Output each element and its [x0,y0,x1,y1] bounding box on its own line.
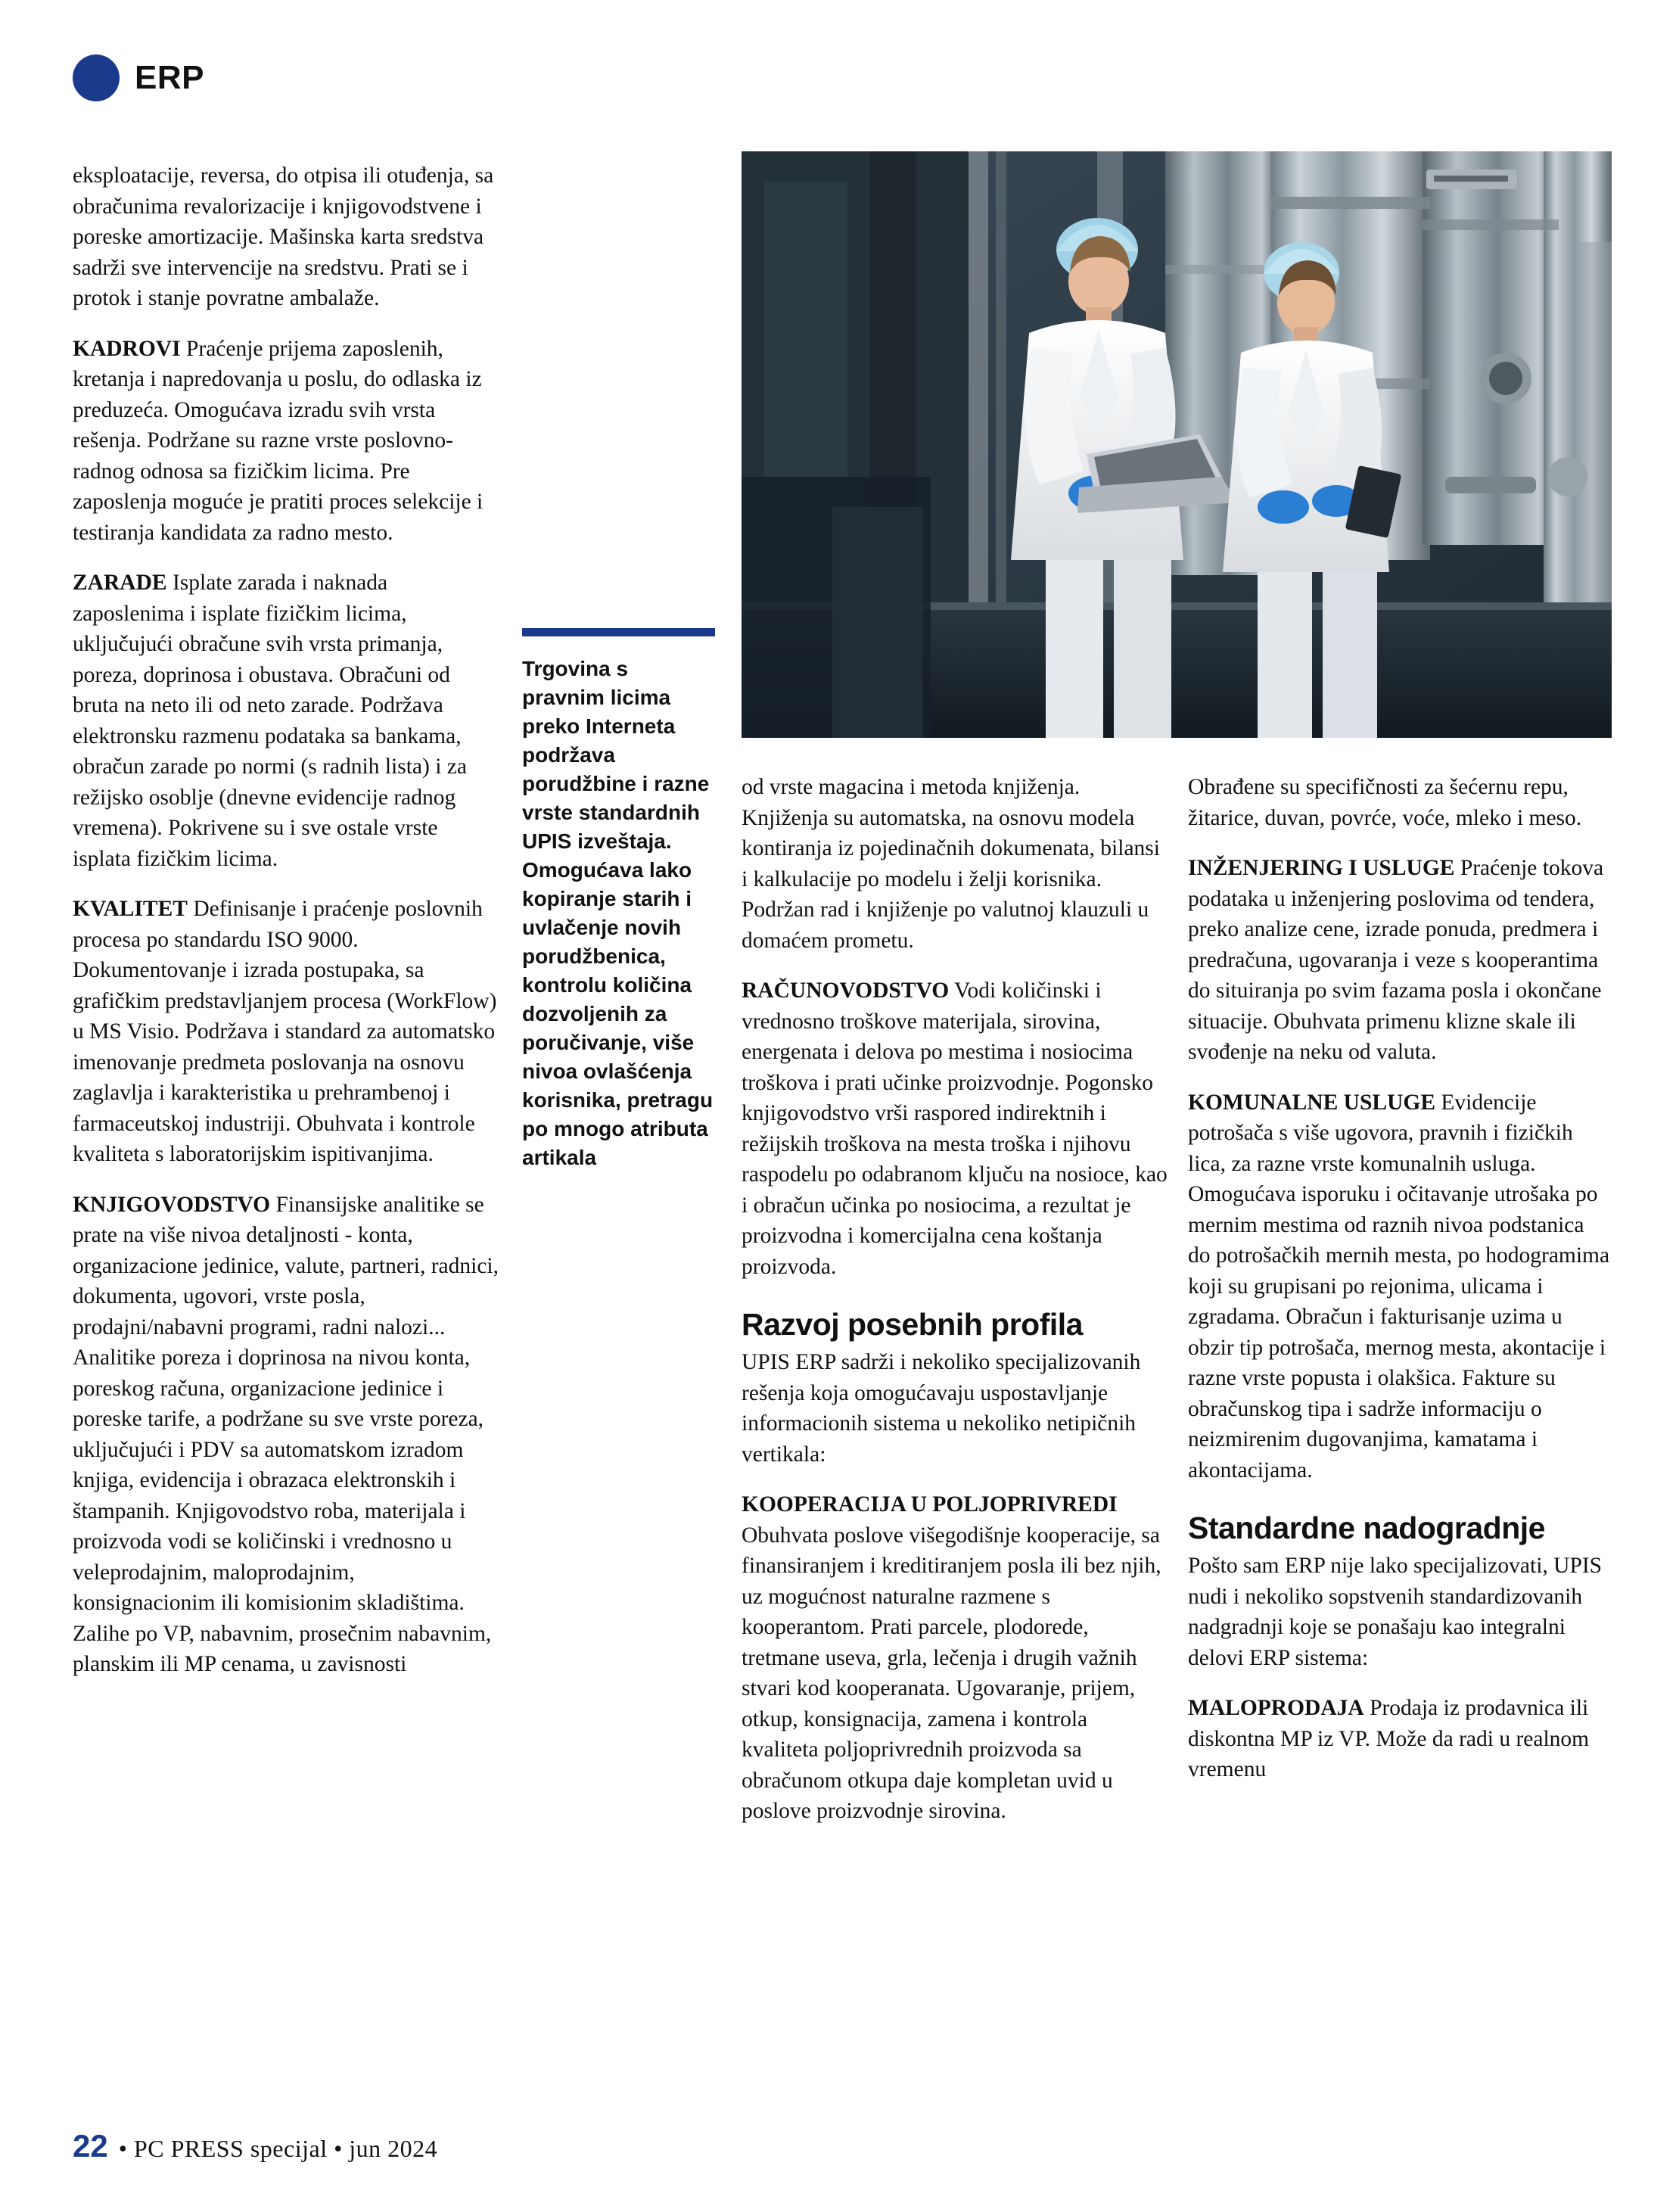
paragraph: MALOPRODAJA Prodaja iz prodavnica ili diskontna MP iz VP. Može da radi u realnom vremenu [1188,1696,1590,1781]
paragraph: KADROVI Praćenje prijema zaposlenih, kretanja i napredovanja u poslu, do odlaska iz preduzeća. Omogućava izradu svih vrsta rešenja. Podržane su razne vrste poslovno-radnog odnosa sa fizičkim licima. Pre zaposlenja moguće je pratiti proces selekcije i testiranja kandidata za radno mesto. [73,336,484,545]
paragraph: INŽENJERING I USLUGE Praćenje tokova podataka u inženjering poslovima od tendera, preko analize cene, izrade ponuda, predmera i predračuna, ugovaranja i veze s kooperantima do situiranja po svim fazama posla i okončane situacije. Obuhvata primenu klizne skale ili svođenje na neku od valuta. [1188,856,1604,1064]
paragraph-lead: RAČUNOVODSTVO [742,978,950,1003]
bullet-dot-icon [73,54,120,101]
page-number: 22 [73,2128,108,2164]
pull-quote-rule [522,628,715,636]
column-one [73,160,500,1680]
paragraph: KOOPERACIJA U POLJOPRIVREDI Obuhvata poslove višegodišnje kooperacije, sa finansiranjem i kreditiranjem posla ili bez njih, uz mogućnost naturalne razmene s kooperantom. Prati parcele, plodorede, tretmane useva, grla, lečenja i drugih važnih stvari kod kooperanata. Ugovaranje, prijem, otkup, konsignacija, zamena i kontrola kvaliteta poljoprivrednih proizvoda sa obračunom otkupa daje kompletan uvid u poslove proizvodnje sirovina. [742,1492,1161,1823]
page-header [73,54,204,101]
paragraph-lead: KVALITET [73,897,188,921]
paragraph: eksploatacije, reversa, do otpisa ili otuđenja, sa obračunima revalorizacije i knjigovodstvene i poreske amortizacije. Mašinska karta sredstva sadrži sve intervencije na sredstvu. Prati se i protok i stanje povratne ambalaže. [73,163,494,310]
article-photo [742,151,1612,738]
paragraph-lead: KNJIGOVODSTVO [73,1192,271,1217]
section-heading: Standardne nadogradnje [1188,1510,1545,1545]
paragraph: Obrađene su specifičnosti za šećernu repu, žitarice, duvan, povrće, voće, mleko i meso. [1188,775,1582,830]
footer-caption: • PC PRESS specijal • jun 2024 [118,2135,438,2162]
page-title: ERP [135,59,204,96]
column-three [1188,772,1612,1785]
paragraph: UPIS ERP sadrži i nekoliko specijalizovanih rešenja koja omogućavaju uspostavljanje informacionih sistema u nekoliko netipičnih vertikala: [742,1350,1141,1467]
paragraph-lead: MALOPRODAJA [1188,1696,1364,1720]
paragraph: ZARADE Isplate zarada i naknada zaposlenima i isplate fizičkim licima, uključujući obračune svih vrsta primanja, poreza, doprinosa i obustava. Obračuni od bruta na neto ili od neto zarade. Podržava elektronsku razmenu podataka sa bankama, obračun zarade po normi (s radnih lista) i za režijsko osoblje (dnevne evidencije radnog vremena). Pokrivene su i sve ostale vrste isplata fizičkim licima. [73,571,467,871]
paragraph: RAČUNOVODSTVO Vodi količinski i vrednosno troškove materijala, sirovina, energenata i delova po mestima i nosiocima troškova i prati učinke proizvodnje. Pogonsko knjigovodstvo vrši raspored indirektnih i režijskih troškova na mesta troška i njihovu raspodelu po odabranom ključu na nosioce, kao i obračun učinka po nosiocima, a rezultat je proizvodna i komercijalna cena koštanja proizvoda. [742,978,1168,1279]
paragraph-lead: ZARADE [73,571,167,595]
paragraph: KOMUNALNE USLUGE Evidencije potrošača s više ugovora, pravnih i fizičkih lica, za razne vrste komunalnih usluga. Omogućava isporuku i očitavanje utrošaka po mernim mestima od raznih nivoa podstanica do potrošačkih mernih mesta, po hodogramima koji su grupisani po rejonima, ulicama i zgradama. Obračun i fakturisanje uzima u obzir tip potrošača, mernog mesta, akontacije i razne vrste popusta i olakšica. Fakture su obračunskog tipa i sadrže informaciju o neizmirenim dugovanjima, kamatama i akontacijama. [1188,1090,1610,1482]
paragraph-lead: KADROVI [73,336,181,361]
photo-illustration [742,151,1612,738]
paragraph: od vrste magacina i metoda knjiženja. Knjiženja su automatska, na osnovu modela kontiranja iz pojedinačnih dokumenata, bilansi i kalkulacije po modelu i želji korisnika. Podržan rad i knjiženje po valutnoj klauzuli u domaćem prometu. [742,775,1160,953]
pull-quote [522,628,715,1172]
pull-quote-text: Trgovina s pravnim licima preko Interneta podržava porudžbine i razne vrste standardnih UPIS izveštaja. Omogućava lako kopiranje starih i uvlačenje novih porudžbenica, kontrolu količina dozvoljenih za poručivanje, više nivoa ovlašćenja korisnika, pretragu po mnogo atributa artikala [522,657,714,1169]
paragraph-lead: KOMUNALNE USLUGE [1188,1090,1435,1115]
page-footer [73,2128,437,2164]
section-heading: Razvoj posebnih profila [742,1307,1083,1342]
paragraph-lead: KOOPERACIJA U POLJOPRIVREDI [742,1492,1118,1517]
paragraph: KVALITET Definisanje i praćenje poslovnih procesa po standardu ISO 9000. Dokumentovanje i izrada postupaka, sa grafičkim predstavljanjem procesa (WorkFlow) u MS Visio. Podržava i standard za automatsko imenovanje predmeta poslovanja na osnovu zaglavlja i karakteristika u prehrambenoj i farmaceutskoj industriji. Obuhvata i kontrole kvaliteta s laboratorijskim ispitivanjima. [73,897,497,1166]
column-two [742,772,1169,1827]
paragraph-lead: INŽENJERING I USLUGE [1188,856,1455,880]
paragraph: KNJIGOVODSTVO Finansijske analitike se prate na više nivoa detaljnosti - konta, organizacione jedinice, valute, partneri, radnici, dokumenta, ugovori, vrste posla, prodajni/nabavni programi, radni nalozi... Analitike poreza i doprinosa na nivou konta, poreskog računa, organizacione jedinice i poreske tarife, a podržane su sve vrste poreza, uključujući i PDV sa automatskom izradom knjiga, evidencija i obrazaca elektronskih i štampanih. Knjigovodstvo roba, materijala i proizvoda vodi se količinski i vrednosno u veleprodajnim, maloprodajnim, konsignacionim ili komisionim skladištima. Zalihe po VP, nabavnim, prosečnim nabavnim, planskim ili MP cenama, u zavisnosti [73,1192,499,1676]
paragraph: Pošto sam ERP nije lako specijalizovati, UPIS nudi i nekoliko sopstvenih standardizovanih nadgradnji koje se ponašaju kao integralni delovi ERP sistema: [1188,1554,1603,1670]
